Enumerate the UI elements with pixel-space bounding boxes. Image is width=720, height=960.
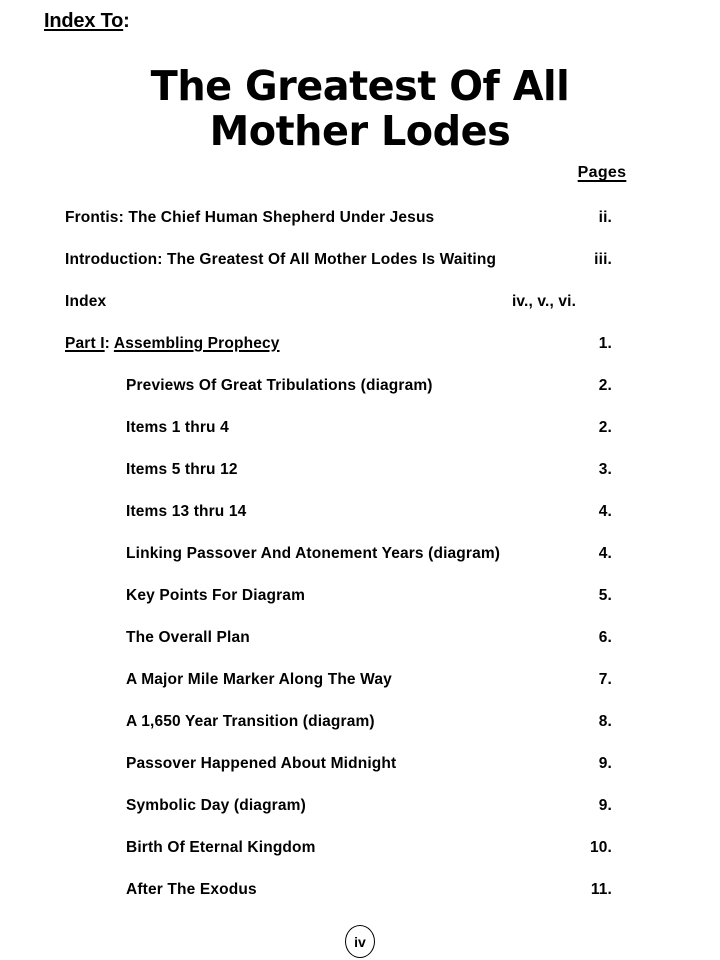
index-entry-page-number: 8. [598,713,612,730]
page-folio [345,925,375,958]
index-entry-label: The Overall Plan [126,629,250,646]
index-entry-page-number: 7. [598,671,612,688]
page-title [0,64,720,154]
index-entry-page-number: 10. [590,839,612,856]
index-entry-label: Items 1 thru 4 [126,419,229,436]
index-entry-page-number: ii. [598,209,612,226]
index-entry-label: A 1,650 Year Transition (diagram) [126,713,375,730]
index-entry-label: Linking Passover And Atonement Years (diagram) [126,545,501,562]
index-entry-label: Key Points For Diagram [126,587,306,604]
index-entry-separator: : [104,335,114,352]
page-folio-label: iv [354,933,366,950]
index-entry-row[interactable] [0,838,720,880]
index-entry-page-number: 9. [598,755,612,772]
index-entry-row[interactable] [0,670,720,712]
index-entry-page-number: iv., v., vi. [511,293,577,310]
index-entry-page-number: 11. [590,881,612,898]
index-entry-row[interactable] [0,418,720,460]
index-entry-page-number: 2. [598,419,612,436]
index-entry-label: A Major Mile Marker Along The Way [126,671,392,688]
index-entry-part-title: Assembling Prophecy [113,335,280,352]
index-entry-label: Previews Of Great Tribulations (diagram) [126,377,433,394]
index-entry-row[interactable] [0,796,720,838]
index-entry-part-label: Part I [65,335,105,352]
page-title-line-1: The Greatest Of All [150,62,570,110]
index-entry-label: Birth Of Eternal Kingdom [126,839,316,856]
index-entry-label: Passover Happened About Midnight [126,755,397,772]
index-entry-row[interactable] [0,502,720,544]
index-entry-row[interactable] [0,712,720,754]
index-entry-page-number: 2. [598,377,612,394]
index-entry-page-number: 6. [598,629,612,646]
index-entry-label [65,334,280,354]
index-entry-page-number: 4. [598,545,612,562]
index-entry-row[interactable] [0,376,720,418]
index-entry-row[interactable] [0,334,720,376]
index-entry-row[interactable] [0,292,720,334]
index-entry-label: Items 13 thru 14 [126,503,247,520]
index-entry-page-number: 3. [598,461,612,478]
index-entry-label: Symbolic Day (diagram) [126,797,306,814]
index-entry-row[interactable] [0,754,720,796]
index-entry-row[interactable] [0,460,720,502]
index-entry-row[interactable] [0,880,720,922]
index-to-label: Index To [44,10,124,32]
index-entry-page-number: 5. [598,587,612,604]
index-entry-row[interactable] [0,628,720,670]
index-entry-label: Introduction: The Greatest Of All Mother Lodes Is Waiting [65,251,497,268]
index-entry-page-number: iii. [594,251,612,268]
index-entry-page-number: 4. [598,503,612,520]
index-entry-row[interactable] [0,208,720,250]
index-entry-row[interactable] [0,586,720,628]
index-entry-label: Frontis: The Chief Human Shepherd Under Jesus [65,209,435,226]
index-to-heading [44,10,130,33]
page-title-line-2: Mother Lodes [209,107,511,155]
index-entry-label: After The Exodus [126,881,257,898]
index-entry-label: Index [65,293,107,310]
index-to-colon: : [123,10,130,32]
index-entry-label: Items 5 thru 12 [126,461,238,478]
index-entry-row[interactable] [0,544,720,586]
index-entry-page-number: 9. [598,797,612,814]
index-entry-row[interactable] [0,250,720,292]
index-entry-page-number: 1. [598,335,612,352]
index-entry-list [0,208,720,922]
pages-column-header-label: Pages [577,164,627,181]
pages-column-header [549,164,655,182]
